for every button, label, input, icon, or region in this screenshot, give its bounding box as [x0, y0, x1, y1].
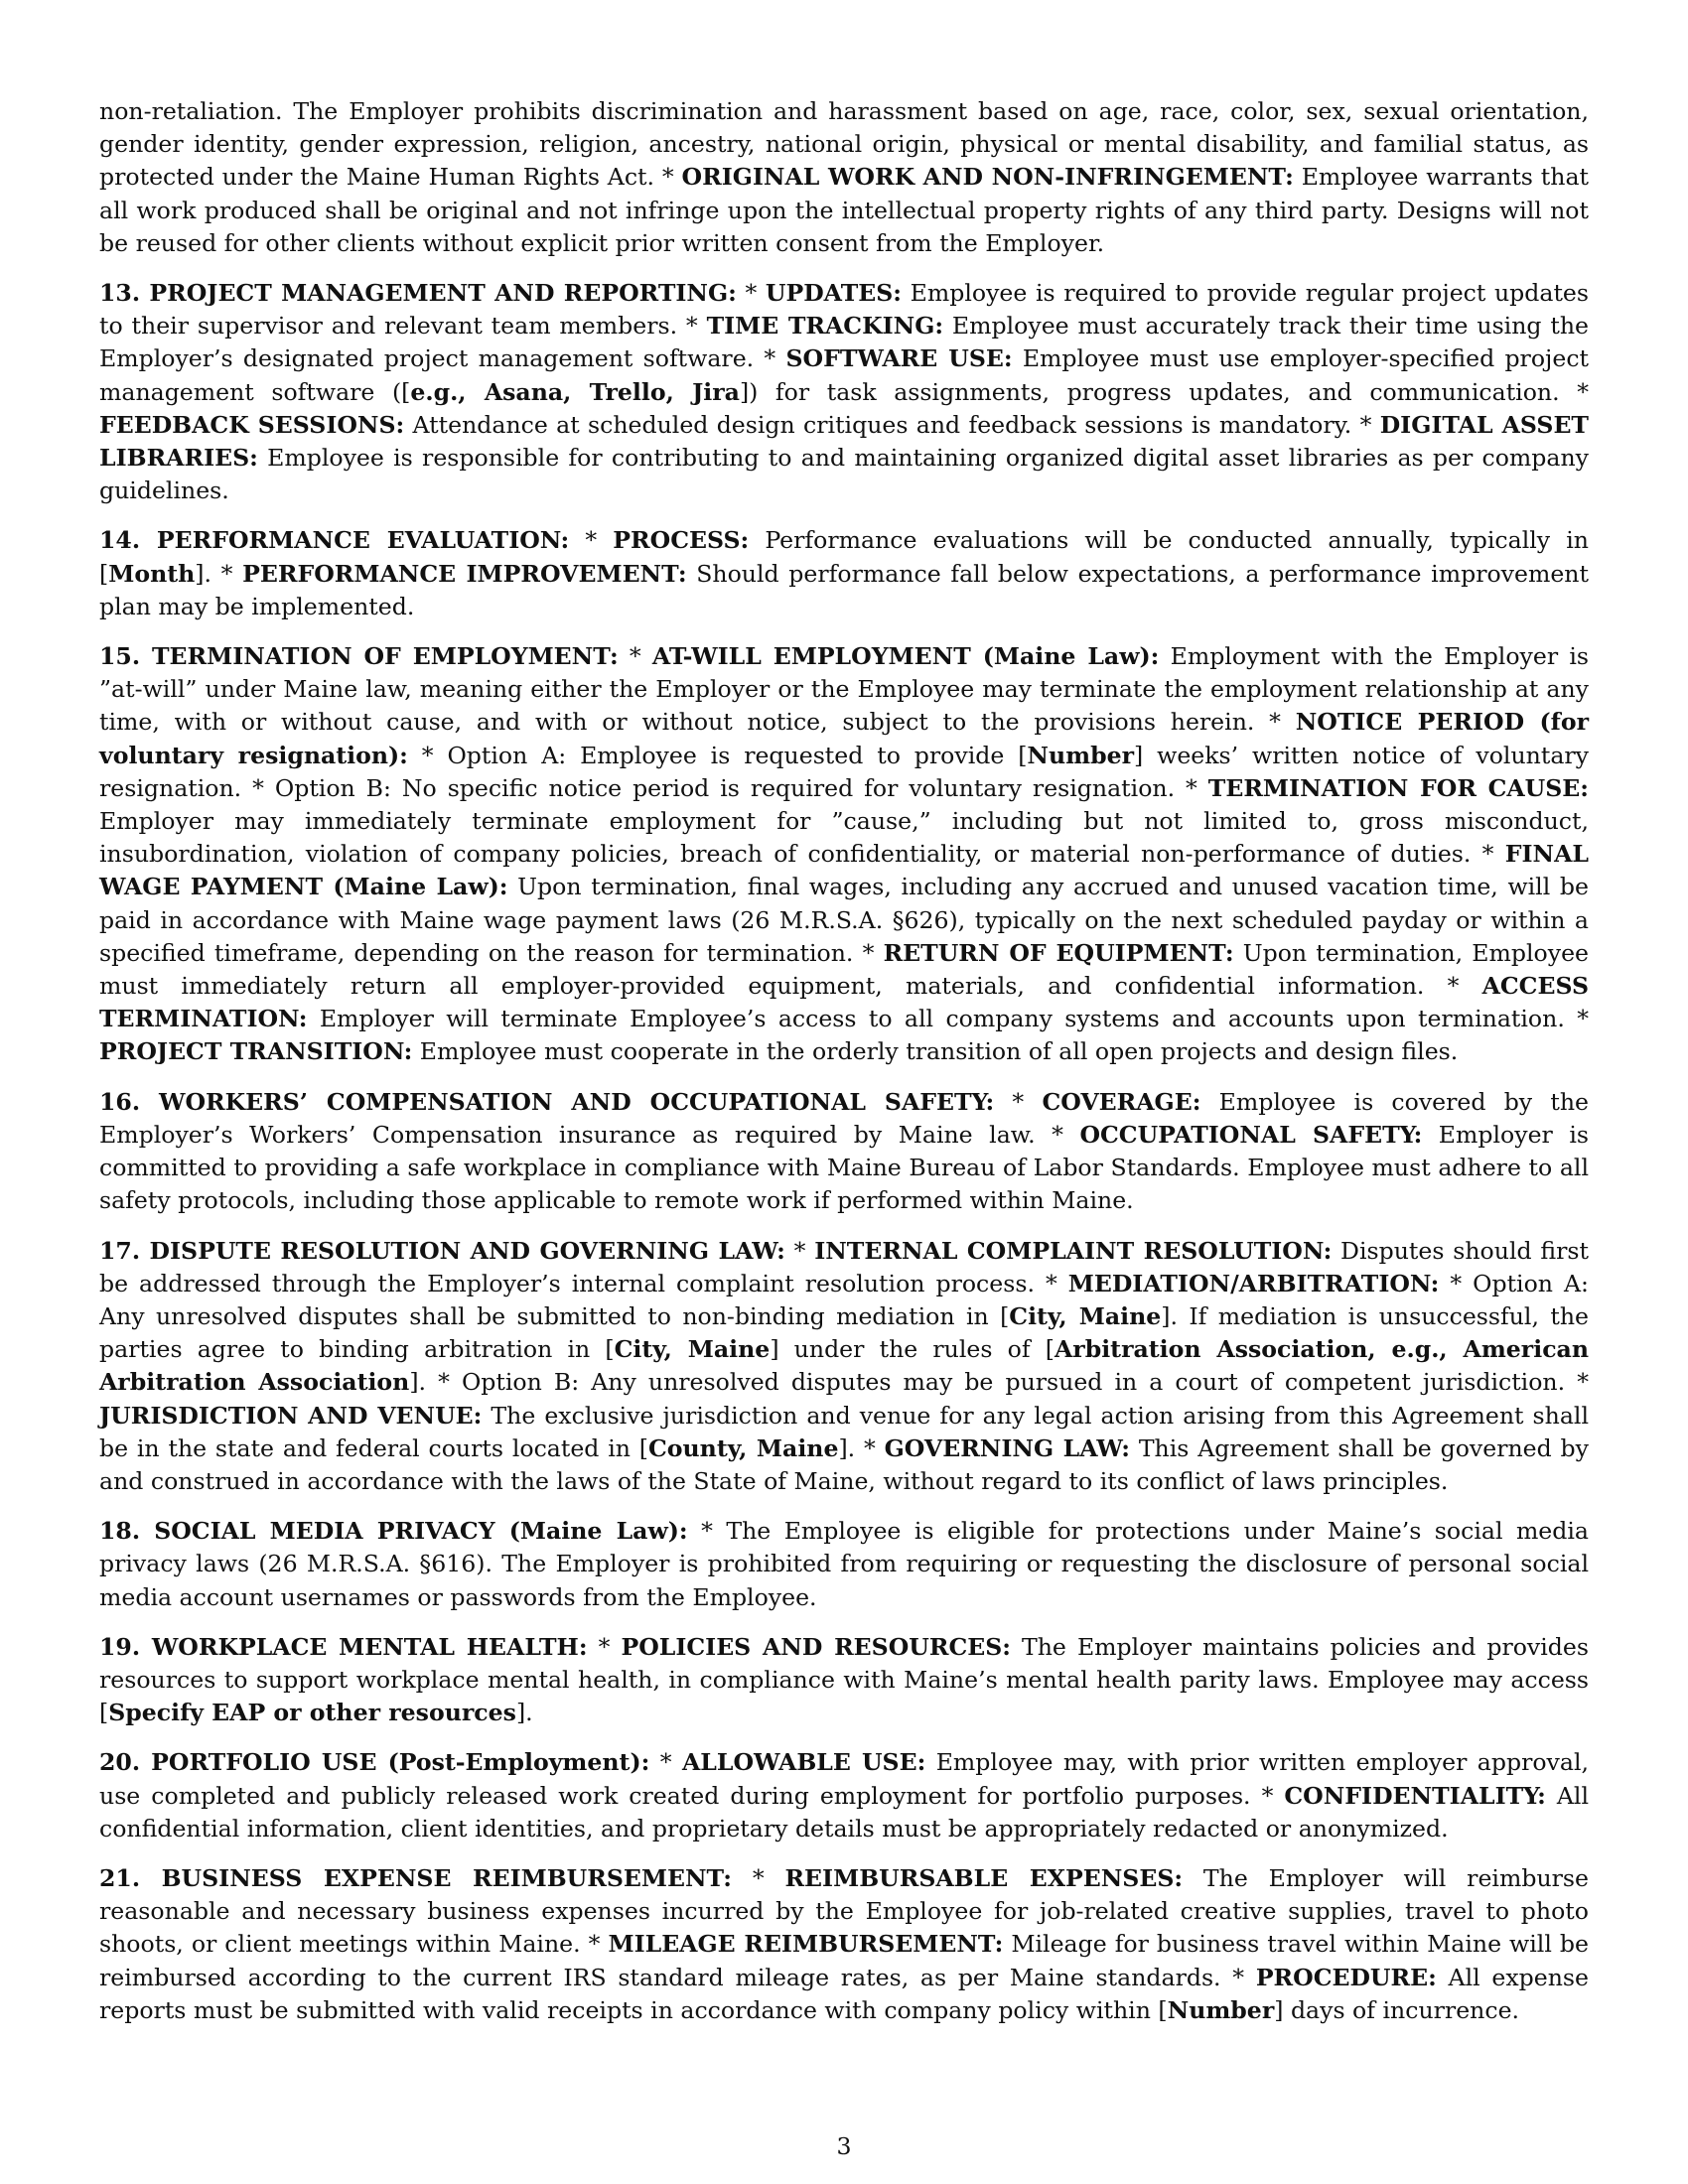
- section-16: 16. WORKERS’ COMPENSATION AND OCCUPATIONAL SAFETY: * COVERAGE: Employee is covered by the Employer’s Workers’ Compensation insurance as required by Maine law. * OCCUPATIONAL SAFETY: Employer is committed to providing a safe workplace in compliance with Maine Bureau of Labor Standards. Employee must adhere to all safety protocols, including those applicable to remote work if performed within Maine.: [99, 1087, 1590, 1215]
- item-label-process: PROCESS:: [613, 526, 750, 555]
- text: Employee is covered by the Employer’s Workers’ Compensation insurance as required by Maine law. *: [99, 1087, 1590, 1149]
- text: Employee is required to provide regular project updates to their supervisor and relevant team members. *: [99, 279, 1589, 341]
- text: Employer may immediately terminate employment for ”cause,” including but not limited to, gross misconduct, insubordination, violation of company policies, breach of confidentiality, or material non-performance of duties. *: [99, 807, 1589, 869]
- placeholder-number-weeks: Number: [1027, 741, 1135, 769]
- section-title-18: 18. SOCIAL MEDIA PRIVACY (Maine Law):: [99, 1517, 688, 1546]
- section-title-17: 17. DISPUTE RESOLUTION AND GOVERNING LAW:: [99, 1236, 785, 1265]
- text: Mileage for business travel within Maine will be reimbursed according to the current IRS standard mileage rates, as per Maine standards. *: [99, 1930, 1589, 1991]
- item-label-software-use: SOFTWARE USE:: [785, 344, 1013, 373]
- item-label-jurisdiction-and-venue: JURISDICTION AND VENUE:: [99, 1401, 483, 1430]
- item-label-digital-asset-libraries: DIGITAL ASSET LIBRARIES:: [99, 410, 1589, 473]
- item-label-mileage-reimbursement: MILEAGE REIMBURSEMENT:: [608, 1930, 1004, 1959]
- placeholder-software: e.g., Asana, Trello, Jira: [410, 377, 740, 406]
- text: Employee is responsible for contributing to and maintaining organized digital asset libraries as per company guidelines.: [99, 444, 1589, 505]
- text: This Agreement shall be governed by and construed in accordance with the laws of the State of Maine, without regard to its conflict of laws principles.: [99, 1433, 1589, 1495]
- text: non-retaliation. The Employer prohibits discrimination and harassment based on age, race, color, sex, sexual orientation, gender identity, gender expression, religion, ancestry, national origin, physical or mental disability, and familial status, as protected under the Maine Human Rights Act. *: [99, 97, 1589, 192]
- section-title-16: 16. WORKERS’ COMPENSATION AND OCCUPATIONAL SAFETY:: [99, 1087, 995, 1116]
- item-label-time-tracking: TIME TRACKING:: [706, 312, 944, 341]
- text: * Option A: Employee is requested to provide [: [407, 741, 1028, 769]
- section-18: [99, 1515, 1589, 1614]
- paragraph-intro: [99, 95, 1589, 260]
- section-17: 17. DISPUTE RESOLUTION AND GOVERNING LAW: * INTERNAL COMPLAINT RESOLUTION: Disputes should first be addressed through the Employer’s internal complaint resolution process. * MEDIATION/ARBITRATION: * Option A: Any unresolved disputes shall be submitted to non-binding mediation in [City, Maine]. If mediation is unsuccessful, the parties agree to binding arbitration in [City, Maine] under the rules of [Arbitration Association, e.g., American Arbitration Association]. * Option B: Any unresolved disputes may be pursued in a court of competent jurisdiction. * JURISDICTION AND VENUE: The exclusive jurisdiction and venue for any legal action arising from this Agreement shall be in the state and federal courts located in [County, Maine]. * GOVERNING LAW: This Agreement shall be governed by and construed in accordance with the laws of the State of Maine, without regard to its conflict of laws principles.: [99, 1236, 1590, 1495]
- item-label-allowable-use: ALLOWABLE USE:: [681, 1748, 926, 1777]
- text: ].: [515, 1699, 533, 1727]
- text: The Employer maintains policies and provides resources to support workplace mental health, in compliance with Maine’s mental health parity laws. Employee may access [: [99, 1632, 1589, 1727]
- section-13: 13. PROJECT MANAGEMENT AND REPORTING: * UPDATES: Employee is required to provide regular project updates to their supervisor and relevant team members. * TIME TRACKING: Employee must accurately track their time using the Employer’s designated project management software. * SOFTWARE USE: Employee must use employer-specified project management software ([e.g., Asana, Trello, Jira]) for task assignments, progress updates, and communication. * FEEDBACK SESSIONS: Attendance at scheduled design critiques and feedback sessions is mandatory. * DIGITAL ASSET LIBRARIES: Employee is responsible for contributing to and maintaining organized digital asset libraries as per company guidelines.: [99, 279, 1590, 505]
- item-label-governing-law: GOVERNING LAW:: [884, 1433, 1130, 1462]
- item-label-coverage: COVERAGE:: [1042, 1087, 1201, 1116]
- section-21: 21. BUSINESS EXPENSE REIMBURSEMENT: * REIMBURSABLE EXPENSES: The Employer will reimburse reasonable and necessary business expenses incurred by the Employee for job-related creative supplies, travel to photo shoots, or client meetings within Maine. * MILEAGE REIMBURSEMENT: Mileage for business travel within Maine will be reimbursed according to the current IRS standard mileage rates, as per Maine standards. * PROCEDURE: All expense reports must be submitted with valid receipts in accordance with company policy within [Number] days of incurrence.: [99, 1863, 1589, 2024]
- page-number: 3: [836, 2132, 852, 2160]
- placeholder-city-maine-mediation: City, Maine: [1009, 1301, 1162, 1330]
- placeholder-arbitration-association: Arbitration Association, e.g., American Arbitration Association: [99, 1335, 1589, 1397]
- text: * Option A: Any unresolved disputes shall be submitted to non-binding mediation in [: [99, 1269, 1589, 1330]
- placeholder-eap-resources: Specify EAP or other resources: [108, 1699, 516, 1727]
- item-label-project-transition: PROJECT TRANSITION:: [99, 1037, 413, 1066]
- item-label-at-will-employment: AT-WILL EMPLOYMENT (Maine Law):: [651, 642, 1160, 671]
- text: Disputes should first be addressed through the Employer’s internal complaint resolution process. *: [99, 1236, 1589, 1297]
- text: ]. * Option B: Any unresolved disputes may be pursued in a court of competent jurisdiction. *: [409, 1368, 1589, 1397]
- text: Employment with the Employer is ”at-will” under Maine law, meaning either the Employer or the Employee may terminate the employment relationship at any time, with or without cause, and with or without notice, subject to the provisions herein. *: [99, 642, 1589, 737]
- section-title-13: 13. PROJECT MANAGEMENT AND REPORTING:: [99, 279, 737, 308]
- item-label-access-termination: ACCESS TERMINATION:: [99, 972, 1589, 1033]
- item-label-notice-period: NOTICE PERIOD (for voluntary resignation):: [99, 708, 1590, 769]
- text: * The Employee is eligible for protections under Maine’s social media privacy laws (26 M.R.S.A. §616). The Employer is prohibited from requiring or requesting the disclosure of personal social media account usernames or passwords from the Employee.: [99, 1517, 1589, 1611]
- text: The Employer will reimburse reasonable and necessary business expenses incurred by the Employee for job-related creative supplies, travel to photo shoots, or client meetings within Maine. *: [99, 1863, 1589, 1959]
- section-title-19: 19. WORKPLACE MENTAL HEALTH:: [99, 1632, 588, 1661]
- text: Employee must accurately track their time using the Employer’s designated project management software. *: [99, 312, 1590, 373]
- text: Employer will terminate Employee’s access to all company systems and accounts upon termination. *: [307, 1005, 1589, 1033]
- section-15: 15. TERMINATION OF EMPLOYMENT: * AT-WILL EMPLOYMENT (Maine Law): Employment with the Employer is ”at-will” under Maine law, meaning either the Employer or the Employee may terminate the employment relationship at any time, with or without cause, and with or without notice, subject to the provisions herein. * NOTICE PERIOD (for voluntary resignation): * Option A: Employee is requested to provide [Number] weeks’ written notice of voluntary resignation. * Option B: No specific notice period is required for voluntary resignation. * TERMINATION FOR CAUSE: Employer may immediately terminate employment for ”cause,” including but not limited to, gross misconduct, insubordination, violation of company policies, breach of confidentiality, or material non-performance of duties. * FINAL WAGE PAYMENT (Maine Law): Upon termination, final wages, including any accrued and unused vacation time, will be paid in accordance with Maine wage payment laws (26 M.R.S.A. §626), typically on the next scheduled payday or within a specified timeframe, depending on the reason for termination. * RETURN OF EQUIPMENT: Upon termination, Employee must immediately return all employer-provided equipment, materials, and confidential information. * ACCESS TERMINATION: Employer will terminate Employee’s access to all company systems and accounts upon termination. * PROJECT TRANSITION: Employee must cooperate in the orderly transition of all open projects and design files.: [99, 642, 1590, 1066]
- item-label-final-wage-payment: FINAL WAGE PAYMENT (Maine Law):: [99, 840, 1589, 901]
- item-label-performance-improvement: PERFORMANCE IMPROVEMENT:: [242, 559, 687, 588]
- placeholder-month: Month: [108, 559, 196, 588]
- item-label-procedure: PROCEDURE:: [1255, 1963, 1437, 1991]
- text: All confidential information, client identities, and proprietary details must be appropriately redacted or anonymized.: [99, 1781, 1589, 1843]
- item-label-internal-complaint-resolution: INTERNAL COMPLAINT RESOLUTION:: [814, 1236, 1333, 1265]
- item-label-confidentiality: CONFIDENTIALITY:: [1284, 1781, 1546, 1810]
- placeholder-number-days: Number: [1167, 1995, 1275, 2024]
- text: ] weeks’ written notice of voluntary resignation. * Option B: No specific notice period is required for voluntary resignation. *: [99, 741, 1589, 802]
- item-label-feedback-sessions: FEEDBACK SESSIONS:: [99, 410, 405, 439]
- text: Employee must use employer-specified project management software ([: [99, 344, 1590, 406]
- text: Should performance fall below expectations, a performance improvement plan may be implemented.: [99, 559, 1589, 620]
- section-title-20: 20. PORTFOLIO USE (Post-Employment):: [99, 1748, 650, 1777]
- item-label-policies-and-resources: POLICIES AND RESOURCES:: [621, 1632, 1011, 1661]
- section-20: 20. PORTFOLIO USE (Post-Employment): * ALLOWABLE USE: Employee may, with prior written employer approval, use completed and publicly released work created during employment for portfolio purposes. * CONFIDENTIALITY: All confidential information, client identities, and proprietary details must be appropriately redacted or anonymized.: [99, 1748, 1590, 1843]
- placeholder-county-maine: County, Maine: [648, 1433, 839, 1462]
- section-14: 14. PERFORMANCE EVALUATION: * PROCESS: Performance evaluations will be conducted annually, typically in [Month]. * PERFORMANCE IMPROVEMENT: Should performance fall below expectations, a performance improvement plan may be implemented.: [99, 526, 1590, 620]
- item-label-reimbursable-expenses: REIMBURSABLE EXPENSES:: [784, 1863, 1184, 1892]
- item-label-occupational-safety: OCCUPATIONAL SAFETY:: [1079, 1120, 1423, 1149]
- section-title-15: 15. TERMINATION OF EMPLOYMENT:: [99, 642, 619, 671]
- text: Employer is committed to providing a safe workplace in compliance with Maine Bureau of Labor Standards. Employee must adhere to all safety protocols, including those applicable to remote work if performed within Maine.: [99, 1120, 1589, 1215]
- text: Employee must cooperate in the orderly transition of all open projects and design files.: [412, 1037, 1459, 1066]
- section-title-14: 14. PERFORMANCE EVALUATION:: [99, 526, 570, 555]
- text: ] days of incurrence.: [1274, 1995, 1520, 2024]
- item-label-termination-for-cause: TERMINATION FOR CAUSE:: [1207, 773, 1589, 802]
- text: Employee warrants that all work produced shall be original and not infringe upon the intellectual property rights of any third party. Designs will not be reused for other clients without explicit prior written consent from the Employer.: [99, 163, 1589, 257]
- text: ]. If mediation is unsuccessful, the parties agree to binding arbitration in [: [99, 1301, 1589, 1364]
- text: Employee may, with prior written employer approval, use completed and publicly released work created during employment for portfolio purposes. *: [99, 1748, 1590, 1810]
- text: ] under the rules of [: [770, 1335, 1055, 1364]
- text: ]. *: [195, 559, 243, 588]
- text: Performance evaluations will be conducted annually, typically in [: [99, 526, 1590, 588]
- item-label-original-work: ORIGINAL WORK AND NON-INFRINGEMENT:: [681, 163, 1294, 192]
- item-label-return-of-equipment: RETURN OF EQUIPMENT:: [883, 938, 1234, 967]
- text: ]. *: [838, 1433, 885, 1462]
- text: The exclusive jurisdiction and venue for any legal action arising from this Agreement shall be in the state and federal courts located in [: [99, 1401, 1590, 1462]
- text: ]) for task assignments, progress updates, and communication. *: [739, 377, 1590, 406]
- document-page: [99, 95, 1589, 2044]
- item-label-mediation-arbitration: MEDIATION/ARBITRATION:: [1067, 1269, 1440, 1297]
- placeholder-city-maine-arbitration: City, Maine: [614, 1335, 771, 1364]
- text: Attendance at scheduled design critiques and feedback sessions is mandatory. *: [404, 410, 1380, 439]
- item-label-updates: UPDATES:: [765, 279, 902, 308]
- section-19: 19. WORKPLACE MENTAL HEALTH: * POLICIES AND RESOURCES: The Employer maintains policies and provides resources to support workplace mental health, in compliance with Maine’s mental health parity laws. Employee may access [Specify EAP or other resources].: [99, 1632, 1589, 1727]
- text: Upon termination, final wages, including any accrued and unused vacation time, will be paid in accordance with Maine wage payment laws (26 M.R.S.A. §626), typically on the next scheduled payday or within a specified timeframe, depending on the reason for termination. *: [99, 873, 1589, 967]
- text: Upon termination, Employee must immediately return all employer-provided equipment, materials, and confidential information. *: [99, 938, 1589, 1001]
- section-title-21: 21. BUSINESS EXPENSE REIMBURSEMENT:: [99, 1863, 732, 1892]
- text: All expense reports must be submitted with valid receipts in accordance with company policy within [: [99, 1963, 1589, 2024]
